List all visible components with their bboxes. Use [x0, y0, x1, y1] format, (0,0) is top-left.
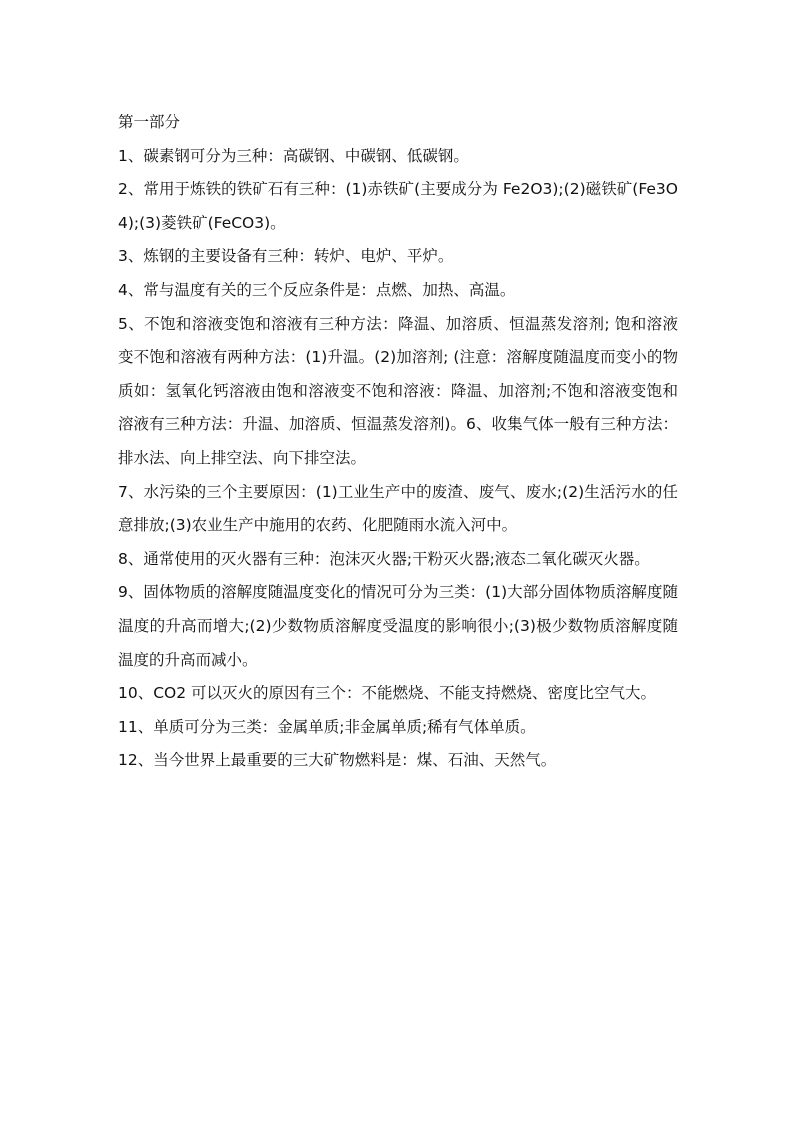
list-item-10: 10、CO2 可以灭火的原因有三个：不能燃烧、不能支持燃烧、密度比空气大。 [118, 684, 657, 703]
list-item-1: 1、碳素钢可分为三种：高碳钢、中碳钢、低碳钢。 [118, 146, 469, 165]
list-item-2: 2、常用于炼铁的铁矿石有三种：(1)赤铁矿(主要成分为 Fe2O3);(2)磁铁矿(Fe3O4);(3)菱铁矿(FeCO3)。 [118, 180, 678, 232]
document-body [118, 106, 678, 778]
list-item-5: 5、不饱和溶液变饱和溶液有三种方法：降温、加溶质、恒温蒸发溶剂; 饱和溶液变不饱和溶液有两种方法：(1)升温。(2)加溶剂; (注意：溶解度随温度而变小的物质如：氢氧化钙溶液由饱和溶液变不饱和溶液：降温、加溶剂;不饱和溶液变饱和溶液有三种方法：升温、加溶质、恒温蒸发溶剂)。6、收集气体一般有三种方法：排水法、向上排空法、向下排空法。 [118, 314, 678, 467]
list-item-12: 12、当今世界上最重要的三大矿物燃料是：煤、石油、天然气。 [118, 751, 557, 770]
list-item-8: 8、通常使用的灭火器有三种：泡沫灭火器;干粉灭火器;液态二氧化碳灭火器。 [118, 549, 650, 568]
section-heading: 第一部分 [118, 113, 181, 131]
list-item-3: 3、炼钢的主要设备有三种：转炉、电炉、平炉。 [118, 247, 454, 266]
list-item-9: 9、固体物质的溶解度随温度变化的情况可分为三类：(1)大部分固体物质溶解度随温度的升高而增大;(2)少数物质溶解度受温度的影响很小;(3)极少数物质溶解度随温度的升高而减小。 [118, 583, 678, 669]
list-item-7: 7、水污染的三个主要原因：(1)工业生产中的废渣、废气、废水;(2)生活污水的任意排放;(3)农业生产中施用的农药、化肥随雨水流入河中。 [118, 482, 678, 535]
list-item-11: 11、单质可分为三类：金属单质;非金属单质;稀有气体单质。 [118, 717, 536, 736]
list-item-4: 4、常与温度有关的三个反应条件是：点燃、加热、高温。 [118, 280, 516, 299]
